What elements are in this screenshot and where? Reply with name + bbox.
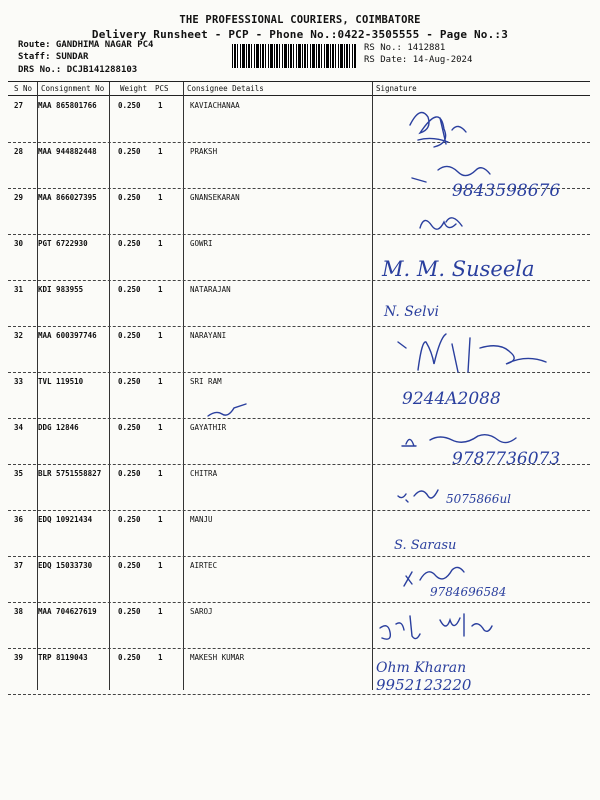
row-sno: 32 bbox=[14, 331, 24, 340]
row-sno: 38 bbox=[14, 607, 24, 616]
drs-label: DRS No.: DCJB141288103 bbox=[18, 65, 138, 75]
row-consignment: MAA 704627619 bbox=[38, 607, 97, 616]
row-pcs: 1 bbox=[158, 377, 163, 386]
row-consignee: GOWRI bbox=[190, 239, 213, 248]
row-consignee: NARAYANI bbox=[190, 331, 227, 340]
row-weight: 0.250 bbox=[118, 469, 141, 478]
row-weight: 0.250 bbox=[118, 653, 141, 662]
row-sno: 36 bbox=[14, 515, 24, 524]
row-sno: 39 bbox=[14, 653, 24, 662]
row-sno: 34 bbox=[14, 423, 24, 432]
row-consignee: GAYATHIR bbox=[190, 423, 227, 432]
row-consignee: CHITRA bbox=[190, 469, 218, 478]
staff-label: Staff: SUNDAR bbox=[18, 52, 89, 62]
row-consignee: SRI RAM bbox=[190, 377, 222, 386]
row-pcs: 1 bbox=[158, 101, 163, 110]
row-weight: 0.250 bbox=[118, 423, 141, 432]
signature-row-36: S. Sarasu bbox=[394, 538, 457, 553]
row-pcs: 1 bbox=[158, 561, 163, 570]
signature-row-35 bbox=[398, 490, 438, 502]
row-pcs: 1 bbox=[158, 653, 163, 662]
row-weight: 0.250 bbox=[118, 147, 141, 156]
row-sno: 30 bbox=[14, 239, 24, 248]
row-consignee: GNANSEKARAN bbox=[190, 193, 240, 202]
row-pcs: 1 bbox=[158, 147, 163, 156]
row-weight: 0.250 bbox=[118, 239, 141, 248]
col-sno: S No bbox=[14, 84, 33, 93]
row-sno: 31 bbox=[14, 285, 24, 294]
row-consignment: KDI 983955 bbox=[38, 285, 84, 294]
row-sno: 28 bbox=[14, 147, 24, 156]
signature-row-30: M. M. Suseela bbox=[382, 257, 535, 281]
row-pcs: 1 bbox=[158, 331, 163, 340]
row-consignment: BLR 5751558827 bbox=[38, 469, 102, 478]
signature-row-27 bbox=[410, 113, 466, 148]
signature-row-39-number: 9952123220 bbox=[376, 676, 472, 694]
signature-row-39-name: Ohm Kharan bbox=[376, 660, 467, 676]
signature-row-31: N. Selvi bbox=[384, 304, 439, 320]
ink-mark bbox=[208, 404, 246, 416]
row-pcs: 1 bbox=[158, 239, 163, 248]
col-weight: Weight bbox=[120, 84, 148, 93]
rs-number: RS No.: 1412881 bbox=[364, 43, 446, 53]
signature-row-28 bbox=[412, 166, 490, 182]
signature-row-34 bbox=[402, 435, 516, 446]
row-pcs: 1 bbox=[158, 469, 163, 478]
row-consignee: SAROJ bbox=[190, 607, 213, 616]
row-pcs: 1 bbox=[158, 285, 163, 294]
signature-row-35-text: 5075866ul bbox=[446, 492, 512, 506]
row-sno: 33 bbox=[14, 377, 24, 386]
col-consignment: Consignment No bbox=[41, 84, 105, 93]
row-weight: 0.250 bbox=[118, 101, 141, 110]
rs-date: RS Date: 14-Aug-2024 bbox=[364, 55, 473, 65]
row-consignment: PGT 6722930 bbox=[38, 239, 88, 248]
signature-row-38 bbox=[380, 614, 492, 639]
row-sno: 35 bbox=[14, 469, 24, 478]
signature-row-34-number: 9787736073 bbox=[452, 449, 561, 469]
row-pcs: 1 bbox=[158, 423, 163, 432]
runsheet-subtitle: Delivery Runsheet - PCP - Phone No.:0422-3505555 - Page No.:3 bbox=[91, 28, 509, 41]
row-weight: 0.250 bbox=[118, 331, 141, 340]
col-pcs: PCS bbox=[155, 84, 169, 93]
row-pcs: 1 bbox=[158, 193, 163, 202]
row-consignee: PRAKSH bbox=[190, 147, 218, 156]
row-consignment: MAA 600397746 bbox=[38, 331, 97, 340]
row-weight: 0.250 bbox=[118, 377, 141, 386]
row-consignment: TRP 8119043 bbox=[38, 653, 88, 662]
row-consignee: NATARAJAN bbox=[190, 285, 231, 294]
signature-row-32 bbox=[398, 334, 546, 372]
col-consignee: Consignee Details bbox=[187, 84, 264, 93]
signature-row-37-number: 9784696584 bbox=[430, 585, 507, 599]
row-weight: 0.250 bbox=[118, 515, 141, 524]
row-consignee: MAKESH KUMAR bbox=[190, 653, 245, 662]
row-weight: 0.250 bbox=[118, 561, 141, 570]
signature-row-29 bbox=[420, 218, 462, 229]
row-consignment: MAA 866027395 bbox=[38, 193, 97, 202]
row-consignment: EDQ 15033730 bbox=[38, 561, 93, 570]
row-consignment: DDG 12846 bbox=[38, 423, 79, 432]
row-consignment: TVL 119510 bbox=[38, 377, 84, 386]
row-weight: 0.250 bbox=[118, 607, 141, 616]
row-consignment: MAA 944882448 bbox=[38, 147, 97, 156]
row-weight: 0.250 bbox=[118, 193, 141, 202]
row-consignee: KAVIACHANAA bbox=[190, 101, 240, 110]
row-consignee: AIRTEC bbox=[190, 561, 218, 570]
signature-row-37 bbox=[404, 567, 464, 586]
row-sno: 27 bbox=[14, 101, 24, 110]
row-consignee: MANJU bbox=[190, 515, 213, 524]
row-pcs: 1 bbox=[158, 515, 163, 524]
row-sno: 29 bbox=[14, 193, 24, 202]
route-label: Route: GANDHIMA NAGAR PC4 bbox=[18, 40, 154, 50]
signature-row-33: 9244A2088 bbox=[402, 389, 501, 409]
row-consignment: MAA 865801766 bbox=[38, 101, 97, 110]
col-signature: Signature bbox=[376, 84, 417, 93]
row-pcs: 1 bbox=[158, 607, 163, 616]
company-title: THE PROFESSIONAL COURIERS, COIMBATORE bbox=[179, 14, 421, 26]
row-consignment: EDQ 10921434 bbox=[38, 515, 93, 524]
row-sno: 37 bbox=[14, 561, 24, 570]
signature-row-28-number: 9843598676 bbox=[452, 181, 561, 201]
row-weight: 0.250 bbox=[118, 285, 141, 294]
